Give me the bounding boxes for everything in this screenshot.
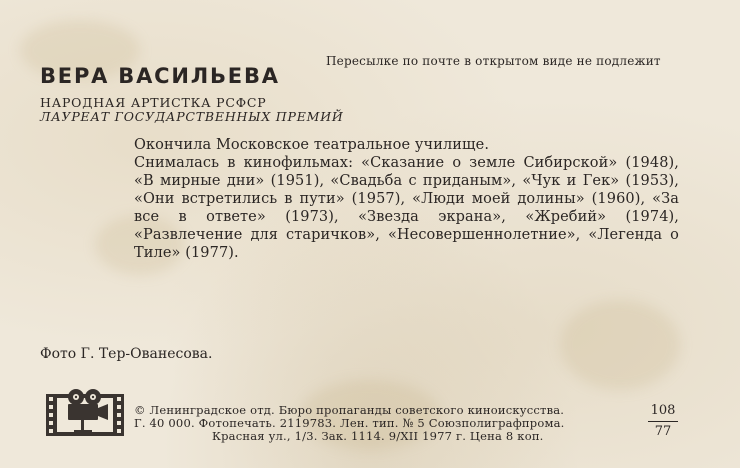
- actress-name: ВЕРА ВАСИЛЬЕВА: [40, 64, 280, 88]
- bio-education: Окончила Московское театральное училище.: [134, 137, 490, 153]
- catalog-code: [648, 404, 678, 439]
- imprint-line: Красная ул., 1/3. Зак. 1114. 9/XII 1977 г. Цена 8 коп.: [212, 429, 544, 443]
- catalog-code-bottom: 77: [654, 424, 672, 439]
- title-state-prize: ЛАУРЕАТ ГОСУДАРСТВЕННЫХ ПРЕМИЙ: [40, 109, 344, 124]
- catalog-code-top: 108: [650, 403, 676, 418]
- title-people-artist: НАРОДНАЯ АРТИСТКА РСФСР: [40, 95, 267, 110]
- bio-filmography: Снималась в кинофильмах: «Сказание о земле Сибирской» (1948), «В мирные дни» (1951), «Свадьба с приданым», «Чук и Гек» (1953), «Они встретились в пути» (1957), «Люди моей долины» (1960), «За все в ответе» (1973), «Звезда экрана», «Жребий» (1974), «Развлечение для старичков», «Несовершеннолетние», «Легенда о Тиле» (1977).: [134, 155, 679, 261]
- biography: [134, 136, 679, 262]
- fraction-rule: [648, 421, 678, 422]
- printing-imprint: [134, 404, 654, 443]
- imprint-line: Г. 40 000. Фотопечать. 2119783. Лен. тип. № 5 Союзполиграфпрома.: [134, 416, 565, 430]
- photo-credit: Фото Г. Тер-Ованесова.: [40, 346, 213, 362]
- mailing-notice: Пересылке по почте в открытом виде не подлежит: [326, 54, 661, 68]
- imprint-line: © Ленинградское отд. Бюро пропаганды советского киноискусства.: [134, 403, 565, 417]
- actress-titles: [40, 96, 344, 124]
- film-camera-logo-icon: [46, 386, 124, 440]
